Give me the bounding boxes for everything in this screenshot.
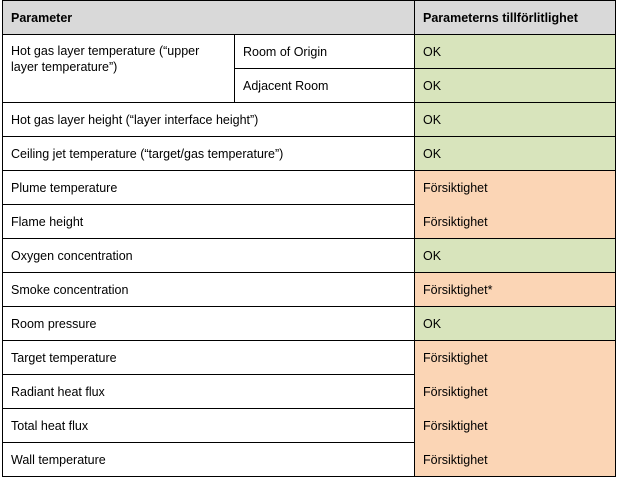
table-row — [3, 171, 616, 205]
table-row — [3, 375, 616, 409]
parameter-label: Plume temperature — [3, 171, 415, 205]
table-row — [3, 137, 616, 171]
reliability-table — [2, 0, 616, 477]
header-reliability: Parameterns tillförlitlighet — [415, 1, 616, 35]
reliability-value: Försiktighet — [415, 443, 616, 477]
table-row — [3, 341, 616, 375]
reliability-value: Försiktighet — [415, 375, 616, 409]
header-row — [3, 1, 616, 35]
reliability-value: OK — [415, 35, 616, 69]
reliability-value: OK — [415, 137, 616, 171]
header-parameter: Parameter — [3, 1, 415, 35]
parameter-label: Flame height — [3, 205, 415, 239]
parameter-label: Total heat flux — [3, 409, 415, 443]
table-row — [3, 239, 616, 273]
table-row — [3, 443, 616, 477]
parameter-label: Wall temperature — [3, 443, 415, 477]
reliability-value: OK — [415, 307, 616, 341]
parameter-label: Target temperature — [3, 341, 415, 375]
parameter-label: Hot gas layer height (“layer interface height”) — [3, 103, 415, 137]
reliability-value: Försiktighet* — [415, 273, 616, 307]
reliability-value: OK — [415, 69, 616, 103]
parameter-label: Smoke concentration — [3, 273, 415, 307]
hot-gas-temp-label: Hot gas layer temperature (“upper layer temperature”) — [3, 35, 235, 103]
table-row — [3, 307, 616, 341]
sub-label-adjacent-room: Adjacent Room — [235, 69, 415, 103]
table-row — [3, 103, 616, 137]
parameter-label: Ceiling jet temperature (“target/gas temperature”) — [3, 137, 415, 171]
table-row — [3, 35, 616, 69]
reliability-value: Försiktighet — [415, 205, 616, 239]
reliability-value: OK — [415, 103, 616, 137]
sub-label-room-of-origin: Room of Origin — [235, 35, 415, 69]
parameter-label: Oxygen concentration — [3, 239, 415, 273]
parameter-label: Radiant heat flux — [3, 375, 415, 409]
reliability-value: Försiktighet — [415, 171, 616, 205]
table-row — [3, 273, 616, 307]
reliability-value: OK — [415, 239, 616, 273]
reliability-value: Försiktighet — [415, 341, 616, 375]
reliability-value: Försiktighet — [415, 409, 616, 443]
table-row — [3, 205, 616, 239]
parameter-label: Room pressure — [3, 307, 415, 341]
table-row — [3, 409, 616, 443]
